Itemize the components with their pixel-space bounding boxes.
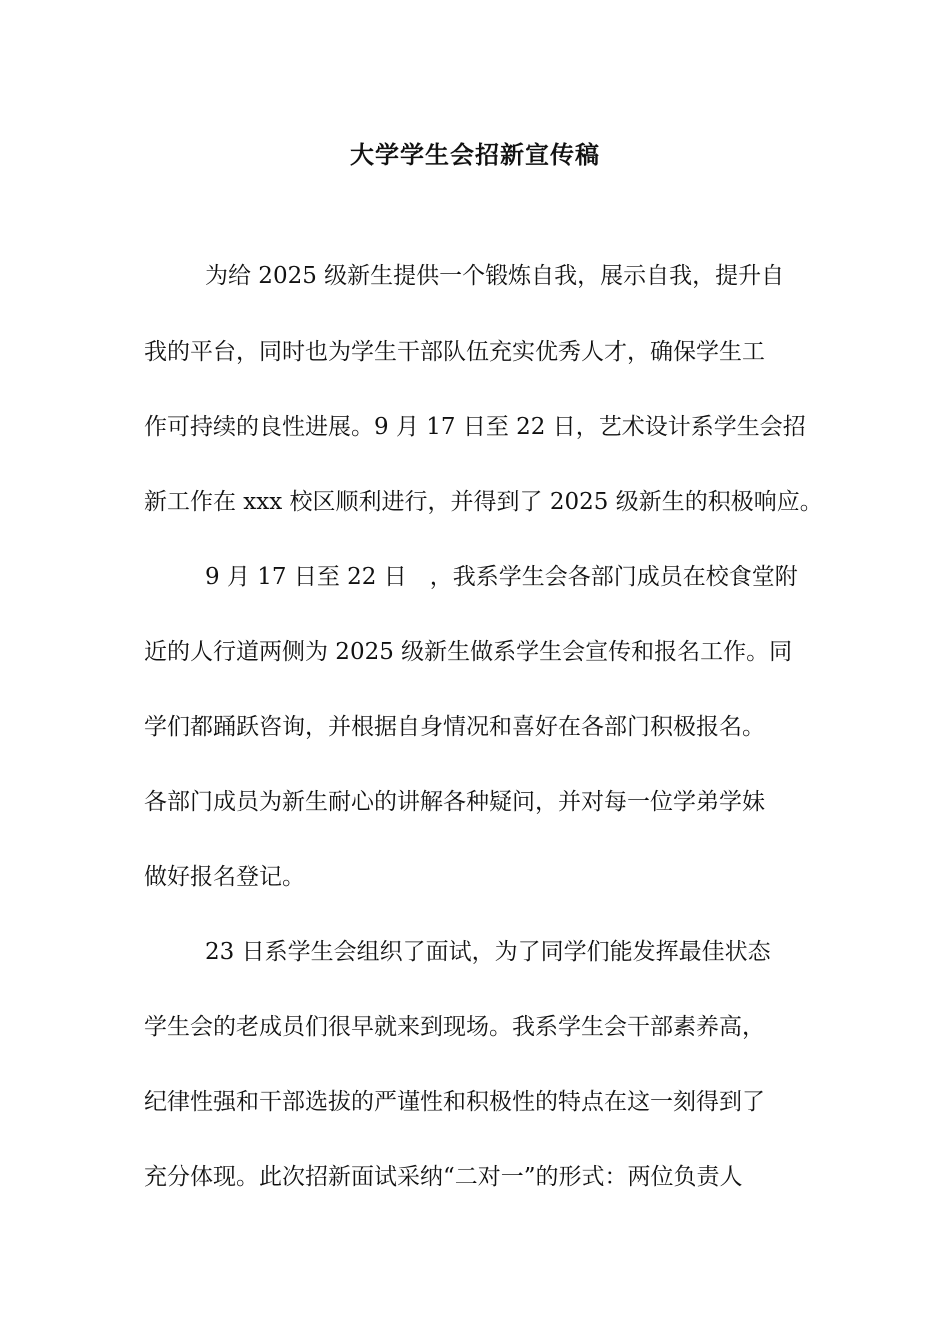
- paragraph-line: 纪律性强和干部选拔的严谨性和积极性的特点在这一刻得到了: [144, 1089, 765, 1115]
- paragraph-line: 学们都踊跃咨询，并根据自身情况和喜好在各部门积极报名。: [144, 714, 765, 740]
- paragraph-line: 充分体现。此次招新面试采纳“二对一”的形式：两位负责人: [144, 1164, 743, 1190]
- paragraph-line: 我的平台，同时也为学生干部队伍充实优秀人才，确保学生工: [144, 339, 765, 365]
- paragraph-line: 23 日系学生会组织了面试，为了同学们能发挥最佳状态: [205, 939, 771, 965]
- paragraph-line: 近的人行道两侧为 2025 级新生做系学生会宣传和报名工作。同: [144, 639, 793, 665]
- paragraph-line: 新工作在 xxx 校区顺利进行，并得到了 2025 级新生的积极响应。: [144, 489, 823, 515]
- paragraph-line: 9 月 17 日至 22 日 ，我系学生会各部门成员在校食堂附: [205, 564, 798, 590]
- paragraph-line: 作可持续的良性进展。9 月 17 日至 22 日，艺术设计系学生会招: [144, 414, 806, 440]
- document-title: 大学学生会招新宣传稿: [350, 140, 600, 169]
- paragraph-line: 各部门成员为新生耐心的讲解各种疑问，并对每一位学弟学妹: [144, 789, 765, 815]
- paragraph-line: 做好报名登记。: [144, 864, 305, 890]
- paragraph-line: 学生会的老成员们很早就来到现场。我系学生会干部素养高，: [144, 1014, 765, 1040]
- paragraph-line: 为给 2025 级新生提供一个锻炼自我，展示自我，提升自: [205, 263, 785, 289]
